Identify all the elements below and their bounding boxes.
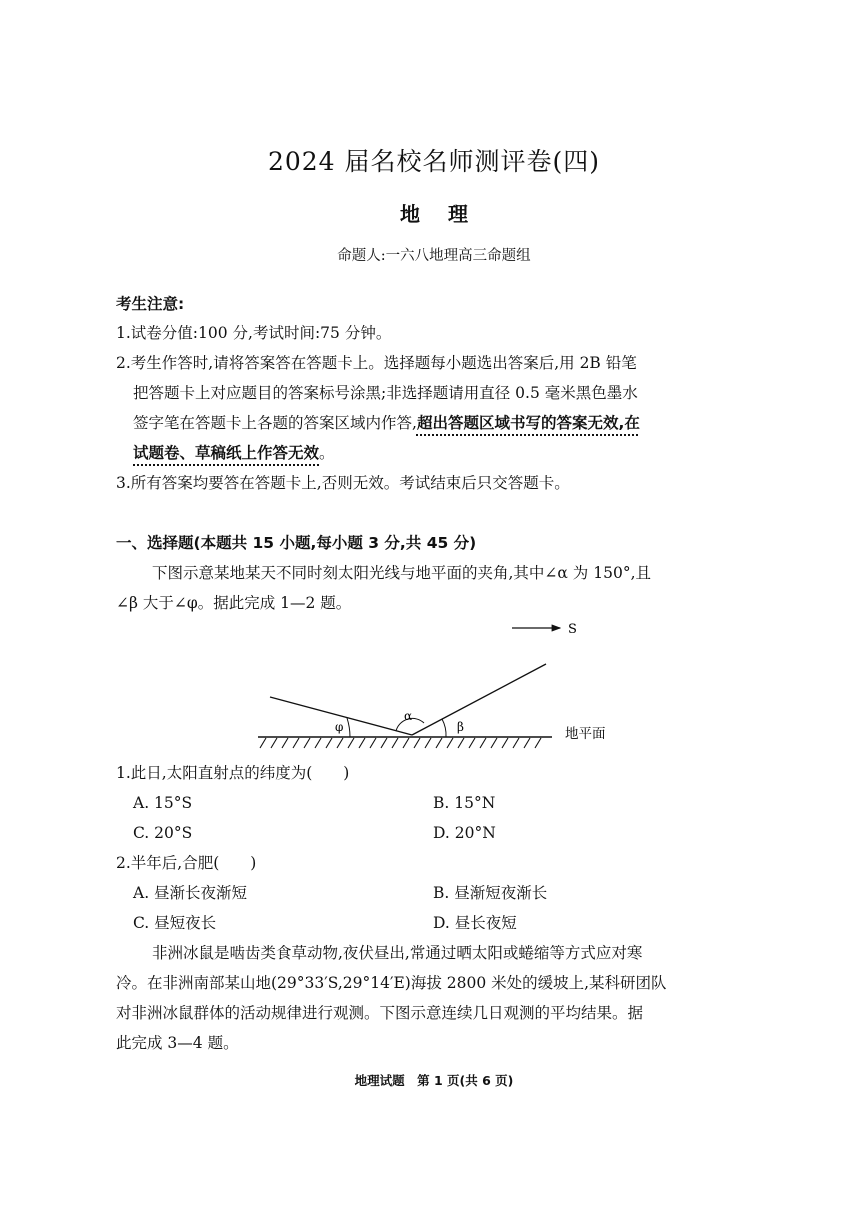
notice-item-2b: 把答题卡上对应题目的答案标号涂黑;非选择题请用直径 0.5 毫米黑色墨水 [133,384,638,402]
question-1-option-a: A. 15°S [133,794,193,812]
hatch-mark [535,738,541,748]
notice-heading: 考生注意: [116,295,185,313]
phi-arc [347,718,350,737]
hatch-mark [359,738,365,748]
notice-item-3: 3.所有答案均要答在答题卡上,否则无效。考试结束后只交答题卡。 [116,474,570,492]
question-1-option-d: D. 20°N [433,824,496,842]
passage-2-line-3: 对非洲冰鼠群体的活动规律进行观测。下图示意连续几日观测的平均结果。据 [116,1004,644,1022]
hatch-mark [403,738,409,748]
hatch-mark [491,738,497,748]
arrow-label: S [568,622,577,637]
question-1-option-c: C. 20°S [133,824,193,842]
hatch-mark [392,738,398,748]
passage-2-line-2: 冷。在非洲南部某山地(29°33′S,29°14′E)海拔 2800 米处的缓坡上,某科研团队 [116,974,667,992]
hatch-mark [381,738,387,748]
page-footer: 地理试题 第 1 页(共 6 页) [354,1073,514,1088]
hatch-mark [370,738,376,748]
notice-item-2a: 2.考生作答时,请将答案答在答题卡上。选择题每小题选出答案后,用 2B 铅笔 [116,354,637,372]
hatch-mark [414,738,420,748]
hatch-mark [502,738,508,748]
hatch-mark [436,738,442,748]
beta-label: β [457,720,464,734]
hatch-mark [293,738,299,748]
hatch-mark [458,738,464,748]
question-2-stem: 2.半年后,合肥( ) [116,854,257,872]
section-1-heading: 一、选择题(本题共 15 小题,每小题 3 分,共 45 分) [116,534,477,552]
hatch-mark [348,738,354,748]
notice-item-2d [133,443,335,463]
ground-label: 地平面 [565,726,606,742]
question-2-option-c: C. 昼短夜长 [133,914,217,932]
hatch-mark [304,738,310,748]
question-2-option-b: B. 昼渐短夜渐长 [433,884,548,902]
subject-title: 地理 [400,202,496,226]
hatch-mark [469,738,475,748]
hatch-mark [282,738,288,748]
hatch-mark [425,738,431,748]
sun-ray-afternoon [412,664,546,735]
question-2-option-d: D. 昼长夜短 [433,914,517,932]
hatch-mark [480,738,486,748]
hatch-mark [337,738,343,748]
section-1-intro-a: 下图示意某地某天不同时刻太阳光线与地平面的夹角,其中∠α 为 150°,且 [152,564,651,582]
notice-emphasis-1: 超出答题区域书写的答案无效,在 [416,414,640,432]
phi-label: φ [335,720,344,734]
hatch-mark [447,738,453,748]
hatch-mark [524,738,530,748]
section-1-intro-b: ∠β 大于∠φ。据此完成 1—2 题。 [116,594,352,612]
exam-title: 2024 届名校名师测评卷(四) [267,147,601,176]
hatch-mark [260,738,266,748]
hatch-mark [271,738,277,748]
ground-hatching [260,738,541,748]
notice-item-1: 1.试卷分值:100 分,考试时间:75 分钟。 [116,324,392,342]
notice-item-2d-end: 。 [319,444,335,462]
passage-2-line-1: 非洲冰鼠是啮齿类食草动物,夜伏昼出,常通过晒太阳或蜷缩等方式应对寒 [152,944,643,962]
question-1-option-b: B. 15°N [433,794,496,812]
alpha-label: α [404,709,413,723]
notice-item-2c [133,413,640,433]
notice-emphasis-2: 试题卷、草稿纸上作答无效 [133,444,320,462]
question-1-stem: 1.此日,太阳直射点的纬度为( ) [116,764,350,782]
sun-angle-figure [250,618,630,750]
question-2-option-a: A. 昼渐长夜渐短 [133,884,248,902]
passage-2-line-4: 此完成 3—4 题。 [116,1034,239,1052]
hatch-mark [315,738,321,748]
author-line: 命题人:一六八地理高三命题组 [337,248,531,264]
hatch-mark [513,738,519,748]
hatch-mark [326,738,332,748]
notice-item-2c-text: 签字笔在答题卡上各题的答案区域内作答, [133,414,417,432]
beta-arc [442,719,446,737]
